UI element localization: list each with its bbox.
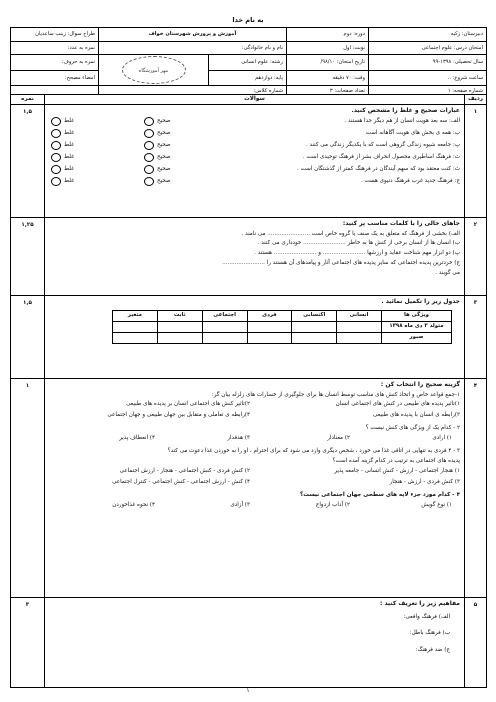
true-option-label: صحیح bbox=[157, 117, 171, 124]
q2-item: الف) بخشی از فرهنگ که متعلق به یک صنف یا گروه خاص است ........................ می نامند . bbox=[241, 230, 460, 237]
false-option[interactable] bbox=[51, 129, 74, 138]
q3-cell: صبور bbox=[382, 332, 452, 343]
office-name: آموزش و پرورش شهرستان خواف bbox=[99, 28, 287, 42]
q1-item bbox=[49, 141, 460, 152]
answer-circle-icon[interactable] bbox=[144, 153, 154, 162]
q3-cell[interactable] bbox=[113, 321, 158, 332]
q2-item: ج) خردترین پدیده اجتماعی که سایر پدیده های اجتماعی آثار و پیامدهای آن هستند را ........................ bbox=[222, 260, 460, 267]
page-number: ۱ bbox=[246, 686, 250, 694]
q4-stem-3b: پدیده های اجتماعی به ترتیب در کدام گزینه آمده است؟ bbox=[332, 458, 460, 465]
q4-number: ۴ bbox=[465, 379, 487, 598]
q3-cell[interactable] bbox=[292, 321, 337, 332]
q1-number: ۱ bbox=[465, 105, 487, 218]
q3-cell[interactable] bbox=[202, 321, 247, 332]
q4-option[interactable]: ۱)تاثیر پدیده های طبیعی در کنش های اجتماعی انسان bbox=[335, 401, 460, 408]
q1-body bbox=[45, 105, 465, 218]
true-option[interactable] bbox=[144, 177, 171, 186]
pages-field: تعداد صفحات: ۳ bbox=[287, 86, 369, 97]
q4-option[interactable]: ۴) انعطاف پذیر bbox=[119, 435, 155, 442]
class-field: شماره کلاس: bbox=[99, 86, 287, 97]
answer-circle-icon[interactable] bbox=[144, 117, 154, 126]
q3-cell[interactable] bbox=[337, 321, 382, 332]
page-heading: به نام خدا bbox=[232, 16, 264, 24]
q2-body bbox=[45, 218, 465, 296]
duration-field: وقت: ۷۰ دقیقه bbox=[287, 70, 369, 86]
signature-field: امضاء مصحح: bbox=[11, 70, 99, 86]
false-option[interactable] bbox=[51, 153, 74, 162]
answer-circle-icon[interactable] bbox=[51, 141, 61, 150]
q4-option[interactable]: ۲) کنش فردی - کنش اجتماعی - هنجار - ارزش اجتماعی bbox=[119, 468, 250, 475]
session-field: دوره: دوم bbox=[287, 28, 369, 42]
exam-field: امتحان درس: علوم اجتماعی bbox=[369, 42, 487, 55]
answer-circle-icon[interactable] bbox=[144, 165, 154, 174]
q3-header: اکتسابی bbox=[292, 310, 337, 321]
q3-header: انسانی bbox=[337, 310, 382, 321]
q4-option[interactable]: ۱) ارادی bbox=[432, 435, 452, 442]
true-option[interactable] bbox=[144, 141, 171, 150]
q4-option[interactable]: ۲) آداب ازدواج bbox=[315, 502, 350, 509]
q4-stem-4: ۴ - کدام مورد جزء لایه های سطحی جهان اجتماعی نیست؟ bbox=[300, 492, 460, 499]
true-option-label: صحیح bbox=[157, 129, 171, 136]
q4-option[interactable]: ۴) کنش - ارزش اجتماعی - کنش اجتماعی - کنترل اجتماعی bbox=[112, 479, 250, 486]
q4-option[interactable]: ۳) کنش فردی - ارزش - هنجار bbox=[389, 479, 460, 486]
q1-statement: الف: سه بعد هویت انسان از هم دیگر جدا هستند . bbox=[344, 117, 460, 124]
turn-field: نوبت: اول bbox=[287, 42, 369, 55]
date-field: تاریخ امتحان: ۹۸/۱۰/ bbox=[287, 55, 369, 71]
q3-cell[interactable] bbox=[113, 332, 158, 343]
answer-circle-icon[interactable] bbox=[144, 129, 154, 138]
q3-title: جدول زیر را تکمیل نمائید . bbox=[381, 298, 460, 305]
q2-item: ب) انسان ها از انسان برخی از کنش ها به خاطر ........................ خودداری می کنند . bbox=[257, 240, 460, 247]
designer-field: طراح سوال: زینب ساعدیان bbox=[11, 28, 99, 42]
exam-page bbox=[10, 6, 486, 696]
false-option[interactable] bbox=[51, 141, 74, 150]
q4-option[interactable]: ۲) معنادار bbox=[327, 435, 350, 442]
q3-header: متغیر bbox=[113, 310, 158, 321]
school-stamp: مهر آموزشگاه bbox=[122, 56, 186, 84]
q2-score: ۱,۲۵ bbox=[11, 218, 45, 296]
q3-header: ثابت bbox=[157, 310, 202, 321]
q4-option[interactable]: ۳)رابطه ی انسان با پدیده های طبیعی bbox=[373, 412, 460, 419]
answer-circle-icon[interactable] bbox=[144, 141, 154, 150]
q3-cell[interactable] bbox=[157, 321, 202, 332]
q5-item: ب) فرهنگ باطل: bbox=[409, 630, 450, 637]
q2-item: پ) دو ابزار مهم شناخت عقاید و ارزشها ........................ و ........................ هستند . bbox=[254, 250, 460, 257]
false-option[interactable] bbox=[51, 177, 74, 186]
answer-circle-icon[interactable] bbox=[51, 153, 61, 162]
q4-stem-2: ۲ - کدام یک از ویژگی های کنش نیست ؟ bbox=[365, 425, 460, 432]
q5-number: ۵ bbox=[465, 598, 487, 688]
col-row: ردیف bbox=[465, 95, 487, 105]
false-option-label: غلط bbox=[64, 153, 75, 160]
q1-item bbox=[49, 165, 460, 176]
true-option-label: صحیح bbox=[157, 153, 171, 160]
answer-circle-icon[interactable] bbox=[144, 177, 154, 186]
name-field: نام و نام خانوادگی: bbox=[99, 42, 287, 55]
q3-cell[interactable] bbox=[247, 321, 292, 332]
true-option-label: صحیح bbox=[157, 177, 171, 184]
q3-score: ۱,۵ bbox=[11, 296, 45, 379]
q1-statement: ث: فرهنگ اساطیری محصول انحراف بشر از فرهنگ توحیدی است . bbox=[302, 153, 460, 160]
q3-cell[interactable] bbox=[157, 332, 202, 343]
true-option-label: صحیح bbox=[157, 141, 171, 148]
false-option-label: غلط bbox=[64, 117, 75, 124]
q5-title: مفاهیم زیر را تعریف کنید : bbox=[379, 600, 460, 607]
grade-field: پایه: دوازدهم bbox=[209, 70, 287, 86]
page-number-field: شماره صفحه: ۱ bbox=[369, 86, 487, 97]
q3-number: ۳ bbox=[465, 296, 487, 379]
false-option-label: غلط bbox=[64, 165, 75, 172]
false-option-label: غلط bbox=[64, 129, 75, 136]
answer-circle-icon[interactable] bbox=[51, 177, 61, 186]
q4-option[interactable]: ۳) هدفدار bbox=[227, 435, 250, 442]
q2-number: ۲ bbox=[465, 218, 487, 296]
q5-body bbox=[45, 598, 465, 688]
true-option[interactable] bbox=[144, 129, 171, 138]
q5-score: ۳ bbox=[11, 598, 45, 688]
score-numeric-field: نمره به عدد: bbox=[11, 42, 99, 55]
q1-title: عبارات صحیح و غلط را مشخص کنید. bbox=[351, 107, 460, 114]
q4-option[interactable]: ۳) آزادی bbox=[230, 502, 250, 509]
q5-item: الف) فرهنگ واقعی: bbox=[403, 613, 450, 620]
teacher-field: دبیرستان: زکیه bbox=[369, 28, 487, 42]
true-option[interactable] bbox=[144, 153, 171, 162]
q4-option[interactable]: ۴) نحوه غذاخوردن bbox=[112, 502, 155, 509]
exam-header bbox=[10, 27, 487, 97]
false-option[interactable] bbox=[51, 117, 74, 126]
q3-cell[interactable] bbox=[247, 332, 292, 343]
q4-stem-3: ۳ - ۴ فردی به تنهایی در اتاقی غذا می خورد ، شخص دیگری وارد می شود که برای احترام ، او را به خوردن غذا دعوت می کند؟ bbox=[167, 448, 460, 455]
q1-item bbox=[49, 117, 460, 128]
q1-item bbox=[49, 177, 460, 188]
true-option[interactable] bbox=[144, 165, 171, 174]
col-questions: سوالات bbox=[45, 95, 465, 105]
q1-statement: ب: همه ی بخش های هویت آگاهانه است bbox=[365, 129, 460, 136]
q2-item: می گویند . bbox=[435, 270, 460, 277]
major-field: رشته: علوم انسانی bbox=[209, 55, 287, 71]
q4-title: گزینه صحیح را انتخاب کن : bbox=[380, 381, 460, 388]
q1-score: ۱,۵ bbox=[11, 105, 45, 218]
q2-title: جاهای خالی را با کلمات مناسب پر کنید: bbox=[342, 220, 460, 227]
q3-cell: متولد ۳ دی ماه ۱۳۹۸ bbox=[382, 321, 452, 332]
col-score: نمره bbox=[11, 95, 45, 105]
q1-item bbox=[49, 153, 460, 164]
q3-header: ویژگی ها bbox=[382, 310, 452, 321]
q3-header: اجتماعی bbox=[202, 310, 247, 321]
q4-stem-1: ۱-جمع قواعد خاص و اتخاذ کنش های مناسب توسط انسان ها برای جلوگیری از خسارات های زلزله بیان گر: bbox=[211, 391, 460, 398]
answer-circle-icon[interactable] bbox=[51, 165, 61, 174]
q3-cell[interactable] bbox=[292, 332, 337, 343]
questions-table bbox=[10, 94, 487, 688]
q4-body bbox=[45, 379, 465, 598]
answer-circle-icon[interactable] bbox=[51, 129, 61, 138]
q4-option[interactable]: ۱) نوع گویش bbox=[421, 502, 452, 509]
q1-item bbox=[49, 129, 460, 140]
q4-option[interactable]: ۱) هنجار اجتماعی - ارزش - کنش انسانی - جامعه پذیر bbox=[334, 468, 460, 475]
score-words-field: نمره به حروف: bbox=[11, 55, 99, 71]
false-option-label: غلط bbox=[64, 177, 75, 184]
q3-cell[interactable] bbox=[202, 332, 247, 343]
true-option[interactable] bbox=[144, 117, 171, 126]
answer-circle-icon[interactable] bbox=[51, 117, 61, 126]
q1-statement: ث: کنت معتقد بود که سهم آیندگان در فرهنگ کمتر از گذشتگان است . bbox=[297, 165, 460, 172]
start-field: ساعت شروع: .. bbox=[369, 70, 487, 86]
true-option-label: صحیح bbox=[157, 165, 171, 172]
q1-statement: ج: فرهنگ جدید غرب فرهنگ دنیوی هست . bbox=[360, 177, 460, 184]
q3-header: فردی bbox=[247, 310, 292, 321]
q4-option[interactable]: ۴)رابطه ی تعاملی و متقابل بین جهان طبیعی و جهان اجتماعی bbox=[107, 412, 250, 419]
q5-item: ج) ضد فرهنگ: bbox=[415, 647, 450, 654]
false-option[interactable] bbox=[51, 165, 74, 174]
q1-statement: پ: جامعه شیوه زندگی گروهی است که با یکدیگر زندگی می کنند . bbox=[305, 141, 460, 148]
false-option-label: غلط bbox=[64, 141, 75, 148]
q3-cell[interactable] bbox=[337, 332, 382, 343]
q3-body bbox=[45, 296, 465, 379]
q3-table bbox=[112, 310, 452, 344]
q4-option[interactable]: ۲)تاثیر کنش های اجتماعی انسان بر پدیده های طبیعی bbox=[126, 401, 250, 408]
q4-score: ۱ bbox=[11, 379, 45, 598]
year-field: سال تحصیلی: ۱۳۹۸-۹۹ bbox=[369, 55, 487, 71]
